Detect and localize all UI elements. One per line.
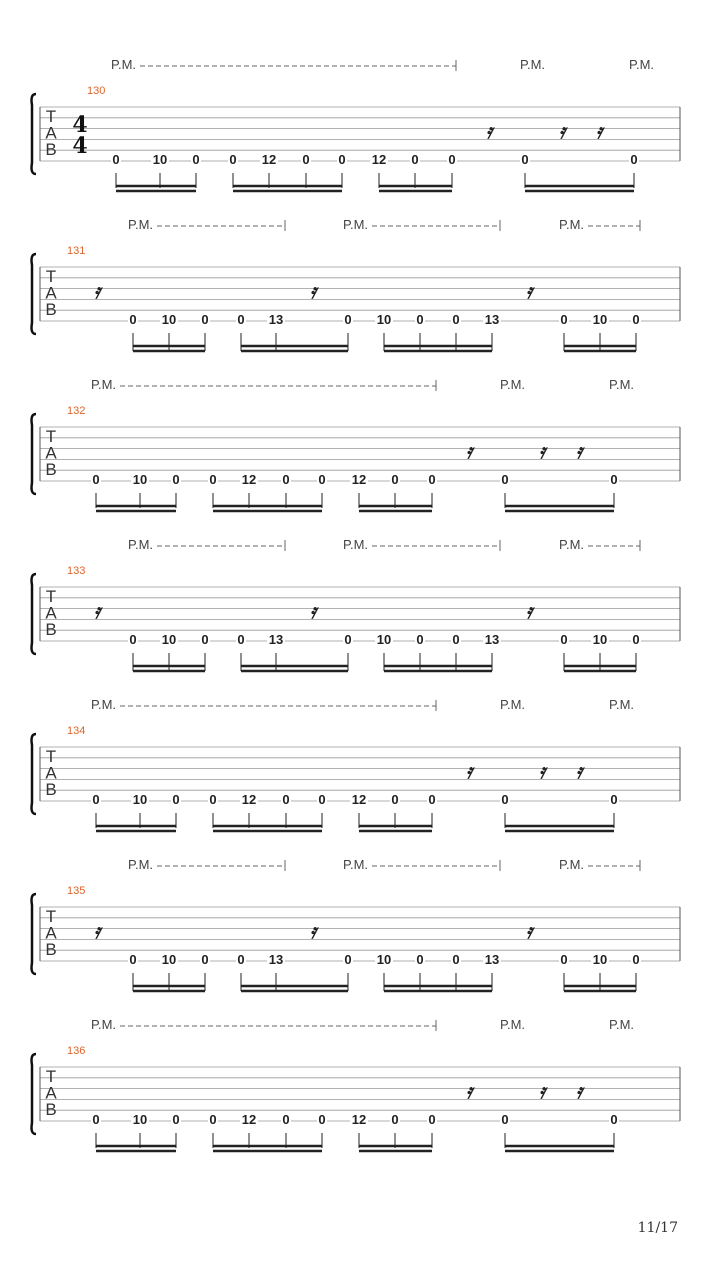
tab-letter-t: T <box>45 1067 57 1086</box>
measure-number: 135 <box>67 885 86 897</box>
palm-mute-label: P.M. <box>128 857 154 872</box>
time-signature-top: 4 <box>72 112 88 138</box>
fret-number: 13 <box>484 952 500 967</box>
fret-number: 0 <box>610 472 618 487</box>
palm-mute-label: P.M. <box>629 57 655 72</box>
rest-symbol: 𝄿 <box>309 279 317 303</box>
fret-number: 12 <box>351 1112 367 1127</box>
system-bracket <box>32 894 37 974</box>
rest-symbol: 𝄿 <box>465 1079 473 1103</box>
measure-number: 132 <box>67 405 86 417</box>
fret-number: 0 <box>318 792 326 807</box>
fret-number: 0 <box>391 1112 399 1127</box>
palm-mute-label: P.M. <box>91 697 117 712</box>
tab-letter-b: B <box>45 460 57 479</box>
fret-number: 0 <box>610 1112 618 1127</box>
system-bracket <box>32 94 37 174</box>
fret-number: 0 <box>201 312 209 327</box>
fret-number: 0 <box>172 472 180 487</box>
palm-mute-label: P.M. <box>128 537 154 552</box>
fret-number: 12 <box>241 1112 257 1127</box>
fret-number: 0 <box>452 632 460 647</box>
system-bracket <box>32 574 37 654</box>
fret-number: 10 <box>132 792 148 807</box>
fret-number: 0 <box>237 632 245 647</box>
palm-mute-label: P.M. <box>559 217 585 232</box>
fret-number: 0 <box>428 792 436 807</box>
fret-number: 10 <box>376 952 392 967</box>
fret-number: 0 <box>501 1112 509 1127</box>
fret-number: 0 <box>172 1112 180 1127</box>
fret-number: 0 <box>112 152 120 167</box>
fret-number: 12 <box>241 472 257 487</box>
fret-number: 0 <box>448 152 456 167</box>
fret-number: 0 <box>632 632 640 647</box>
fret-number: 0 <box>632 312 640 327</box>
tab-letter-t: T <box>45 587 57 606</box>
fret-number: 0 <box>501 472 509 487</box>
tab-letter-a: A <box>45 603 57 623</box>
fret-number: 10 <box>132 1112 148 1127</box>
palm-mute-label: P.M. <box>91 1017 117 1032</box>
measure-number: 131 <box>67 245 86 257</box>
fret-number: 0 <box>92 792 100 807</box>
fret-number: 0 <box>416 312 424 327</box>
system-132 <box>32 377 681 511</box>
fret-number: 10 <box>132 472 148 487</box>
fret-number: 10 <box>592 632 608 647</box>
rest-symbol: 𝄿 <box>538 439 546 463</box>
system-bracket <box>32 734 37 814</box>
rest-symbol: 𝄿 <box>93 279 101 303</box>
fret-number: 0 <box>302 152 310 167</box>
palm-mute-label: P.M. <box>520 57 546 72</box>
tab-letter-b: B <box>45 940 57 959</box>
fret-number: 0 <box>129 312 137 327</box>
rest-symbol: 𝄿 <box>93 919 101 943</box>
palm-mute-label: P.M. <box>500 377 526 392</box>
rest-symbol: 𝄿 <box>558 119 566 143</box>
fret-number: 10 <box>592 312 608 327</box>
fret-number: 10 <box>161 312 177 327</box>
time-signature-bottom: 4 <box>72 133 88 159</box>
system-135 <box>32 857 681 991</box>
fret-number: 0 <box>560 632 568 647</box>
fret-number: 0 <box>344 312 352 327</box>
palm-mute-label: P.M. <box>500 697 526 712</box>
fret-number: 0 <box>338 152 346 167</box>
rest-symbol: 𝄿 <box>309 599 317 623</box>
fret-number: 0 <box>92 1112 100 1127</box>
rest-symbol: 𝄿 <box>575 759 583 783</box>
fret-number: 0 <box>229 152 237 167</box>
fret-number: 0 <box>282 472 290 487</box>
palm-mute-label: P.M. <box>609 697 635 712</box>
system-134 <box>32 697 681 831</box>
system-bracket <box>32 414 37 494</box>
fret-number: 0 <box>411 152 419 167</box>
system-136 <box>32 1017 681 1151</box>
fret-number: 12 <box>261 152 277 167</box>
fret-number: 10 <box>376 312 392 327</box>
rest-symbol: 𝄿 <box>465 439 473 463</box>
tab-letter-b: B <box>45 620 57 639</box>
measure-number: 134 <box>67 725 86 737</box>
fret-number: 0 <box>416 952 424 967</box>
fret-number: 13 <box>268 312 284 327</box>
fret-number: 0 <box>192 152 200 167</box>
fret-number: 0 <box>632 952 640 967</box>
tab-letter-t: T <box>45 907 57 926</box>
fret-number: 10 <box>161 952 177 967</box>
tab-letter-a: A <box>45 763 57 783</box>
tab-letter-b: B <box>45 140 57 159</box>
fret-number: 0 <box>610 792 618 807</box>
tab-letter-t: T <box>45 267 57 286</box>
fret-number: 0 <box>201 632 209 647</box>
rest-symbol: 𝄿 <box>595 119 603 143</box>
rest-symbol: 𝄿 <box>525 599 533 623</box>
fret-number: 12 <box>371 152 387 167</box>
fret-number: 0 <box>209 792 217 807</box>
rest-symbol: 𝄿 <box>538 1079 546 1103</box>
fret-number: 13 <box>484 632 500 647</box>
palm-mute-label: P.M. <box>559 537 585 552</box>
rest-symbol: 𝄿 <box>465 759 473 783</box>
fret-number: 0 <box>237 312 245 327</box>
fret-number: 0 <box>560 952 568 967</box>
fret-number: 10 <box>161 632 177 647</box>
tab-letter-t: T <box>45 107 57 126</box>
tab-letter-a: A <box>45 443 57 463</box>
fret-number: 0 <box>318 1112 326 1127</box>
fret-number: 10 <box>376 632 392 647</box>
system-131 <box>32 217 681 351</box>
fret-number: 0 <box>344 952 352 967</box>
fret-number: 0 <box>452 952 460 967</box>
fret-number: 0 <box>391 472 399 487</box>
fret-number: 13 <box>268 632 284 647</box>
fret-number: 10 <box>152 152 168 167</box>
measure-number: 136 <box>67 1045 86 1057</box>
rest-symbol: 𝄿 <box>93 599 101 623</box>
palm-mute-label: P.M. <box>559 857 585 872</box>
palm-mute-label: P.M. <box>609 377 635 392</box>
fret-number: 0 <box>237 952 245 967</box>
fret-number: 0 <box>318 472 326 487</box>
fret-number: 0 <box>209 1112 217 1127</box>
system-133 <box>32 537 681 671</box>
tab-letter-b: B <box>45 300 57 319</box>
palm-mute-label: P.M. <box>91 377 117 392</box>
fret-number: 0 <box>344 632 352 647</box>
fret-number: 0 <box>428 472 436 487</box>
system-bracket <box>32 254 37 334</box>
fret-number: 0 <box>282 792 290 807</box>
rest-symbol: 𝄿 <box>575 1079 583 1103</box>
rest-symbol: 𝄿 <box>485 119 493 143</box>
palm-mute-label: P.M. <box>500 1017 526 1032</box>
tab-letter-a: A <box>45 283 57 303</box>
fret-number: 13 <box>484 312 500 327</box>
fret-number: 0 <box>452 312 460 327</box>
rest-symbol: 𝄿 <box>575 439 583 463</box>
fret-number: 0 <box>201 952 209 967</box>
tab-letter-a: A <box>45 923 57 943</box>
fret-number: 0 <box>209 472 217 487</box>
measure-number: 130 <box>87 85 106 97</box>
fret-number: 13 <box>268 952 284 967</box>
fret-number: 0 <box>129 952 137 967</box>
rest-symbol: 𝄿 <box>538 759 546 783</box>
fret-number: 0 <box>501 792 509 807</box>
tab-letter-t: T <box>45 747 57 766</box>
fret-number: 0 <box>428 1112 436 1127</box>
palm-mute-label: P.M. <box>343 217 369 232</box>
fret-number: 0 <box>172 792 180 807</box>
fret-number: 0 <box>560 312 568 327</box>
palm-mute-label: P.M. <box>111 57 137 72</box>
tab-letter-a: A <box>45 123 57 143</box>
fret-number: 0 <box>630 152 638 167</box>
page-number: 11/17 <box>637 1220 678 1236</box>
fret-number: 0 <box>92 472 100 487</box>
fret-number: 0 <box>282 1112 290 1127</box>
tab-letter-t: T <box>45 427 57 446</box>
fret-number: 12 <box>351 792 367 807</box>
system-130 <box>32 57 681 191</box>
rest-symbol: 𝄿 <box>525 279 533 303</box>
system-bracket <box>32 1054 37 1134</box>
fret-number: 0 <box>129 632 137 647</box>
palm-mute-label: P.M. <box>343 537 369 552</box>
palm-mute-label: P.M. <box>609 1017 635 1032</box>
rest-symbol: 𝄿 <box>525 919 533 943</box>
fret-number: 0 <box>521 152 529 167</box>
fret-number: 12 <box>241 792 257 807</box>
measure-number: 133 <box>67 565 86 577</box>
palm-mute-label: P.M. <box>343 857 369 872</box>
tab-letter-b: B <box>45 780 57 799</box>
rest-symbol: 𝄿 <box>309 919 317 943</box>
fret-number: 0 <box>416 632 424 647</box>
fret-number: 0 <box>391 792 399 807</box>
tab-letter-b: B <box>45 1100 57 1119</box>
fret-number: 10 <box>592 952 608 967</box>
tab-letter-a: A <box>45 1083 57 1103</box>
fret-number: 12 <box>351 472 367 487</box>
palm-mute-label: P.M. <box>128 217 154 232</box>
